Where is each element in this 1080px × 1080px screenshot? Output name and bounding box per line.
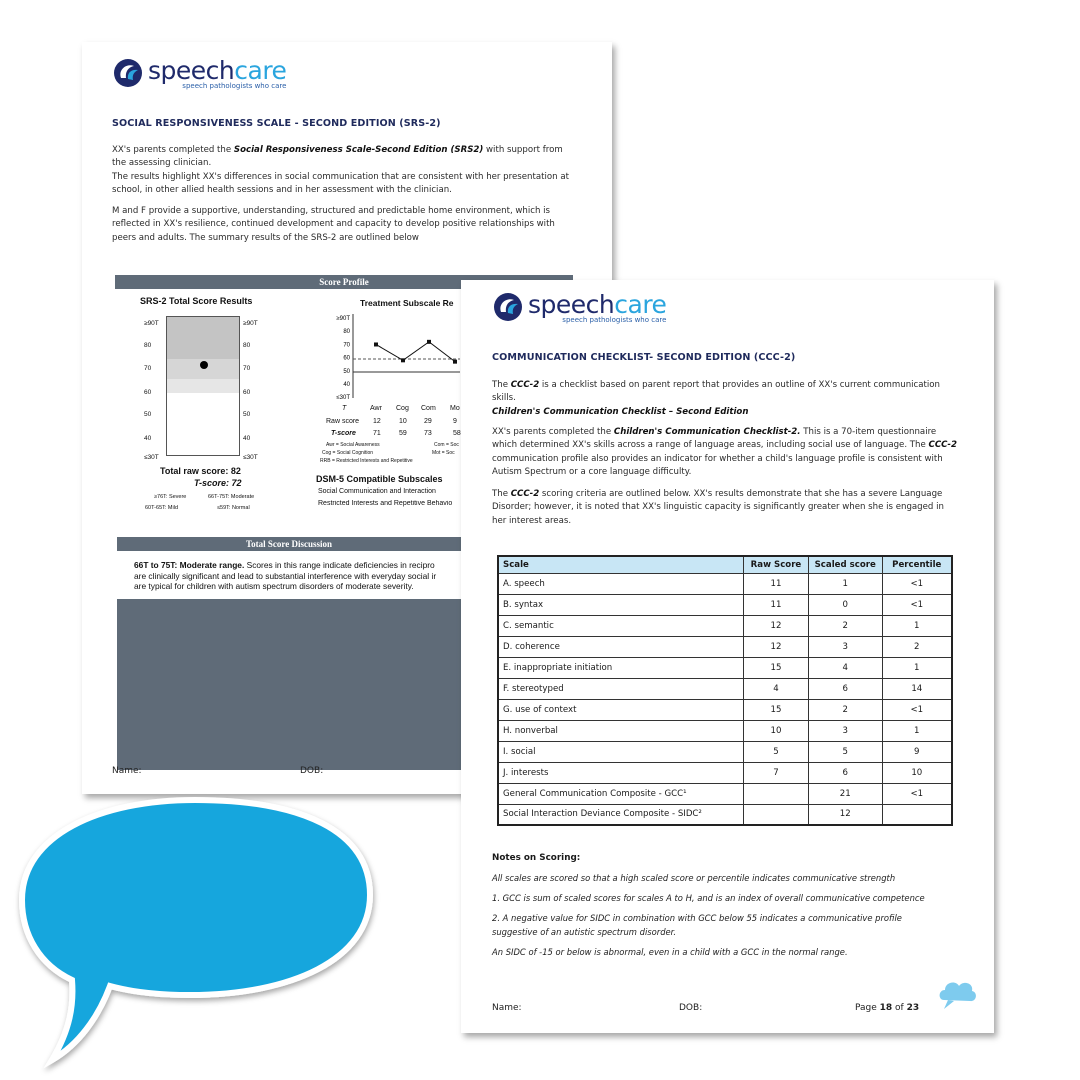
ccc2-p2-emphasis: Children's Communication Checklist-2.	[613, 427, 801, 437]
cell-scale: G. use of context	[498, 699, 744, 720]
total-score-marker	[200, 361, 208, 369]
srs2-total-title: SRS-2 Total Score Results	[140, 296, 253, 306]
t-score-value: 58	[453, 430, 461, 437]
cell-scale: H. nonverbal	[498, 720, 744, 741]
cell-percentile: 2	[882, 636, 952, 657]
cell-scale: C. semantic	[498, 615, 744, 636]
ccc2-results-table	[497, 555, 953, 826]
left-tick-label: 50	[243, 411, 251, 418]
subscale-tick-label: 80	[343, 329, 350, 336]
cell-raw-score: 15	[744, 657, 809, 678]
left-tick-label: 60	[144, 389, 152, 396]
legend-mild: 60T-65T: Mild	[145, 505, 179, 511]
subscale-tick-label: ≥90T	[336, 316, 350, 322]
subscale-tick-label: 40	[343, 382, 350, 388]
cell-scale: Social Interaction Deviance Composite - SIDC²	[498, 804, 744, 825]
note-1: All scales are scored so that a high scaled score or percentile indicates communicative strength	[492, 873, 896, 883]
table-row	[498, 615, 952, 636]
raw-score-value: 10	[399, 418, 407, 425]
table-row	[498, 741, 952, 762]
ccc2-p2-emphasis-2: CCC-2	[928, 440, 957, 451]
abbr-rrb: RRB = Restricted Interests and Repetitive	[320, 458, 413, 464]
cell-scaled-score: 3	[808, 720, 882, 741]
notes-title: Notes on Scoring:	[492, 853, 581, 863]
cell-raw-score	[744, 783, 809, 804]
legend-severe: ≥76T: Severe	[154, 494, 187, 500]
subscale-tick-label: ≤30T	[336, 395, 350, 402]
ccc2-p3-emphasis: CCC-2	[510, 489, 540, 499]
t-score-label: T-score	[331, 430, 356, 437]
cell-raw-score: 4	[744, 678, 809, 699]
cloud-bubble-icon	[936, 976, 978, 1012]
table-row	[498, 594, 952, 615]
col-header-scale: Scale	[498, 556, 744, 573]
left-tick-label: ≥90T	[243, 320, 258, 327]
cell-scaled-score: 21	[808, 783, 882, 804]
ccc2-p1-subtitle: Children's Communication Checklist – Second Edition	[492, 406, 749, 417]
ccc2-p1-pre: The	[492, 380, 511, 390]
srs2-p1-post: with support from the assessing clinician.	[112, 145, 563, 169]
cell-raw-score: 12	[744, 636, 809, 657]
cell-scaled-score: 1	[808, 573, 882, 594]
table-row	[498, 720, 952, 741]
legend-moderate: 66T-75T: Moderate	[208, 494, 255, 500]
srs2-heading: SOCIAL RESPONSIVENESS SCALE - SECOND EDITION (SRS-2)	[112, 118, 441, 129]
brand-name-light: care	[234, 56, 287, 85]
cell-scaled-score: 3	[808, 636, 882, 657]
cell-scaled-score: 0	[808, 594, 882, 615]
cell-percentile: <1	[882, 783, 952, 804]
subscale-point	[427, 340, 431, 344]
t-score-value: 71	[373, 430, 381, 437]
srs2-paragraph-3: M and F provide a supportive, understanding, structured and predictable home environment, which is reflected in XX's resilience, continued development and capacity to develop positive relationships with peers and adults. The summary results of the SRS-2 are outlined below	[112, 206, 555, 243]
total-t-score: T-score: 72	[194, 478, 242, 488]
brand-tagline: speech pathologists who care	[182, 82, 287, 90]
discussion-line-1: Scores in this range indicate deficiencies in recipro	[244, 560, 435, 570]
col-header-raw: Raw Score	[744, 556, 809, 573]
dsm5-item-1: Social Communication and Interaction	[318, 488, 436, 495]
subscale-point	[453, 360, 457, 364]
front-footer-name: Name:	[492, 1003, 522, 1013]
cell-percentile: 10	[882, 762, 952, 783]
col-header-scaled: Scaled score	[808, 556, 882, 573]
srs2-p1-emphasis: Social Responsiveness Scale-Second Edition (SRS2)	[233, 145, 484, 155]
total-score-thermometer	[166, 316, 240, 456]
back-footer-dob: DOB:	[300, 766, 324, 776]
abbr-mot: Mot = Soc	[432, 450, 455, 456]
left-tick-label: 40	[243, 435, 251, 442]
cell-scale: B. syntax	[498, 594, 744, 615]
legend-normal: ≤59T: Normal	[217, 505, 250, 511]
table-row	[498, 783, 952, 804]
cell-scaled-score: 5	[808, 741, 882, 762]
front-brand-name-dark: speech	[528, 290, 615, 319]
cell-raw-score: 11	[744, 594, 809, 615]
cell-raw-score: 10	[744, 720, 809, 741]
cell-scaled-score: 12	[808, 804, 882, 825]
cell-percentile: <1	[882, 699, 952, 720]
subscale-col-header: T	[342, 405, 347, 412]
cell-scaled-score: 4	[808, 657, 882, 678]
abbr-cog: Cog = Social Cognition	[322, 450, 374, 456]
raw-score-label: Raw score	[326, 418, 360, 425]
treatment-subscale-title: Treatment Subscale Re	[360, 298, 454, 308]
cell-scale: F. stereotyped	[498, 678, 744, 699]
raw-score-value: 9	[453, 418, 457, 425]
ccc2-p1-post: is a checklist based on parent report that provides an outline of XX's current communication skills.	[492, 380, 940, 404]
subscale-col: Awr	[370, 405, 382, 412]
ccc2-p2-post: communication profile also provides an indicator for whether a child's language profile is consistent with Autism Spectrum or a core language difficulty.	[492, 453, 943, 478]
srs2-paragraph-1	[112, 144, 578, 198]
note-2: 1. GCC is sum of scaled scores for scales A to H, and is an index of overall communicative competence	[492, 893, 925, 903]
page-of: of	[892, 1003, 907, 1013]
cell-percentile: <1	[882, 573, 952, 594]
left-tick-label: ≤30T	[144, 454, 159, 461]
cell-percentile: 1	[882, 657, 952, 678]
page-label: Page	[855, 1003, 880, 1013]
cell-scaled-score: 6	[808, 762, 882, 783]
ccc2-p3-post: scoring criteria are outlined below. XX's results demonstrate that she has a severe Language Disorder; however, it is noted that XX's linguistic capacity is significantly greater when she is engaged in her interest areas.	[492, 489, 944, 526]
cell-raw-score: 15	[744, 699, 809, 720]
page-number	[855, 1003, 919, 1013]
subscale-col: Com	[421, 405, 436, 412]
brand-name-dark: speech	[148, 56, 235, 85]
total-raw-score: Total raw score: 82	[160, 466, 241, 476]
ccc2-paragraph-1	[492, 379, 960, 419]
cell-raw-score	[744, 804, 809, 825]
cell-scaled-score: 2	[808, 615, 882, 636]
cell-scale: J. interests	[498, 762, 744, 783]
subscale-tick-label: 70	[343, 342, 350, 349]
subscale-point	[374, 342, 378, 346]
ccc2-p2-pre: XX's parents completed the	[492, 427, 614, 437]
subscale-tick-label: 50	[343, 368, 350, 375]
cell-scale: D. coherence	[498, 636, 744, 657]
discussion-lead: 66T to 75T: Moderate range.	[134, 560, 245, 570]
note-4: An SIDC of -15 or below is abnormal, even in a child with a GCC in the normal range.	[492, 947, 848, 957]
cell-raw-score: 11	[744, 573, 809, 594]
cell-scale: I. social	[498, 741, 744, 762]
page-current: 18	[879, 1003, 893, 1013]
ccc2-heading: COMMUNICATION CHECKLIST- SECOND EDITION (CCC-2)	[492, 352, 796, 363]
cell-percentile	[882, 804, 952, 825]
t-score-value: 59	[399, 430, 407, 437]
srs2-paragraph-2: The results highlight XX's differences in social communication that are consistent with her presentation at school, in other allied health sessions and in her assessment with the clinician.	[112, 171, 569, 196]
left-tick-label: ≥90T	[144, 320, 159, 327]
left-tick-label: 40	[144, 435, 152, 442]
speechcare-logo-front-icon	[492, 292, 526, 322]
cell-scaled-score: 2	[808, 699, 882, 720]
raw-score-value: 29	[424, 418, 432, 425]
cell-raw-score: 5	[744, 741, 809, 762]
treatment-subscale-chart	[320, 310, 460, 410]
cell-scaled-score: 6	[808, 678, 882, 699]
front-brand-name-light: care	[614, 290, 667, 319]
ccc2-p1-emphasis: CCC-2	[510, 380, 540, 390]
cell-percentile: 1	[882, 615, 952, 636]
page-total: 23	[906, 1003, 920, 1013]
col-header-percentile: Percentile	[882, 556, 952, 573]
subscale-col: Mo	[450, 405, 460, 412]
discussion-banner: Total Score Discussion	[117, 537, 461, 551]
cell-scale: General Communication Composite - GCC¹	[498, 783, 744, 804]
table-row	[498, 636, 952, 657]
subscale-col: Cog	[396, 405, 409, 412]
table-row	[498, 699, 952, 720]
left-tick-label: 70	[243, 365, 251, 372]
ccc2-paragraph-2	[492, 426, 960, 480]
front-footer-dob: DOB:	[679, 1003, 703, 1013]
front-brand-tagline: speech pathologists who care	[562, 316, 667, 324]
left-tick-label: 80	[144, 342, 152, 349]
table-row	[498, 573, 952, 594]
cell-scale: A. speech	[498, 573, 744, 594]
srs2-p1-pre: XX's parents completed the	[112, 145, 234, 155]
abbr-awr: Awr = Social Awareness	[326, 442, 380, 448]
t-score-value: 73	[424, 430, 432, 437]
discussion-line-3: are typical for children with autism spectrum disorders of moderate severity.	[134, 581, 414, 591]
table-header-row	[498, 556, 952, 573]
abbr-com: Com = Soc	[434, 442, 459, 448]
back-footer-name: Name:	[112, 766, 142, 776]
discussion-panel-fill	[117, 599, 461, 770]
table-row	[498, 804, 952, 825]
left-tick-label: ≤30T	[243, 454, 258, 461]
raw-score-value: 12	[373, 418, 381, 425]
cell-percentile: <1	[882, 594, 952, 615]
table-row	[498, 762, 952, 783]
subscale-tick-label: 60	[343, 355, 350, 362]
cell-raw-score: 7	[744, 762, 809, 783]
speech-bubble-icon	[0, 790, 400, 1080]
dsm5-item-2: Restricted Interests and Repetitive Behavio	[318, 500, 453, 507]
ccc2-p2-mid: This is a 70-item questionnaire which determined XX's skills across a range of language areas, including social use of language. The	[492, 427, 937, 451]
speechcare-logo-front	[492, 292, 666, 324]
speechcare-logo	[112, 58, 286, 90]
left-tick-label: 60	[243, 389, 251, 396]
cell-percentile: 14	[882, 678, 952, 699]
left-tick-label: 70	[144, 365, 152, 372]
cell-raw-score: 12	[744, 615, 809, 636]
dsm5-title: DSM-5 Compatible Subscales	[316, 474, 443, 484]
left-tick-label: 80	[243, 342, 251, 349]
score-profile-banner: Score Profile	[115, 275, 573, 289]
cell-percentile: 9	[882, 741, 952, 762]
ccc2-p3-pre: The	[492, 489, 511, 499]
discussion-line-2: are clinically significant and lead to substantial interference with everyday social ir	[134, 570, 437, 581]
speechcare-logo-icon	[112, 58, 146, 88]
subscale-point	[401, 358, 405, 362]
table-row	[498, 657, 952, 678]
table-row	[498, 678, 952, 699]
cell-percentile: 1	[882, 720, 952, 741]
note-3: 2. A negative value for SIDC in combination with GCC below 55 indicates a communicative profile suggestive of an autistic spectrum disorder.	[492, 913, 902, 937]
ccc2-paragraph-3	[492, 488, 960, 528]
cell-scale: E. inappropriate initiation	[498, 657, 744, 678]
discussion-text	[134, 560, 458, 592]
left-tick-label: 50	[144, 411, 152, 418]
